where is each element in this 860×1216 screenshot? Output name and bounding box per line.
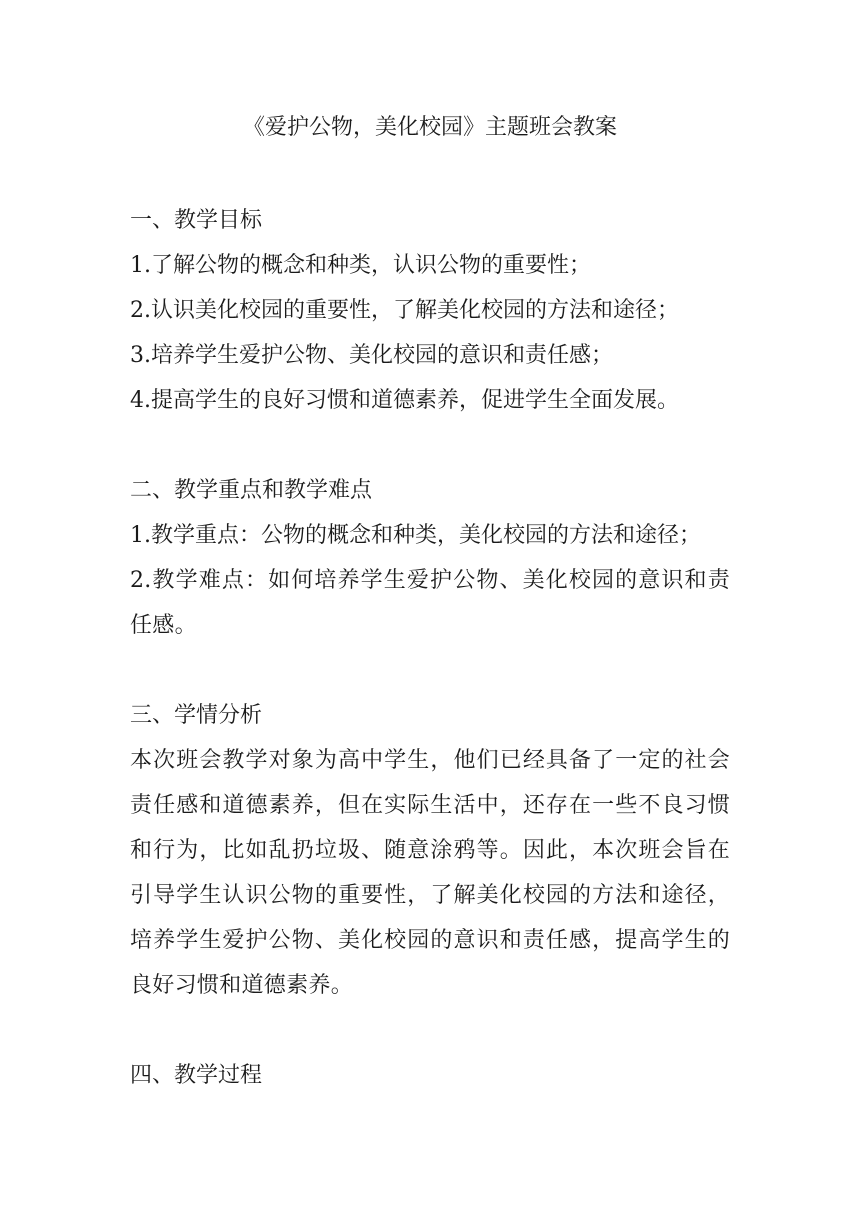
objective-item: 4.提高学生的良好习惯和道德素养，促进学生全面发展。: [130, 388, 679, 413]
objective-item: 3.培养学生爱护公物、美化校园的意识和责任感；: [130, 343, 613, 368]
section-heading-key-points: 二、教学重点和教学难点: [130, 478, 373, 503]
section-spacer: [130, 423, 730, 468]
key-point-item: 1.教学重点：公物的概念和种类，美化校园的方法和途径；: [130, 523, 701, 548]
objective-item: 2.认识美化校园的重要性，了解美化校园的方法和途径；: [130, 298, 679, 323]
document-body: [130, 198, 730, 1098]
document-title: 《爱护公物，美化校园》主题班会教案: [242, 115, 617, 140]
section-spacer: [130, 648, 730, 693]
objective-item: 1.了解公物的概念和种类，认识公物的重要性；: [130, 253, 591, 278]
difficulty-item: 2.教学难点：如何培养学生爱护公物、美化校园的意识和责任感。: [130, 568, 730, 638]
section-heading-objectives: 一、教学目标: [130, 208, 263, 233]
analysis-paragraph: 本次班会教学对象为高中学生，他们已经具备了一定的社会责任感和道德素养，但在实际生活中，还存在一些不良习惯和行为，比如乱扔垃圾、随意涂鸦等。因此，本次班会旨在引导学生认识公物的重要性，了解美化校园的方法和途径，培养学生爱护公物、美化校园的意识和责任感，提高学生的良好习惯和道德素养。: [130, 748, 730, 998]
section-heading-process: 四、教学过程: [130, 1063, 263, 1088]
section-heading-analysis: 三、学情分析: [130, 703, 263, 728]
section-spacer: [130, 1008, 730, 1053]
